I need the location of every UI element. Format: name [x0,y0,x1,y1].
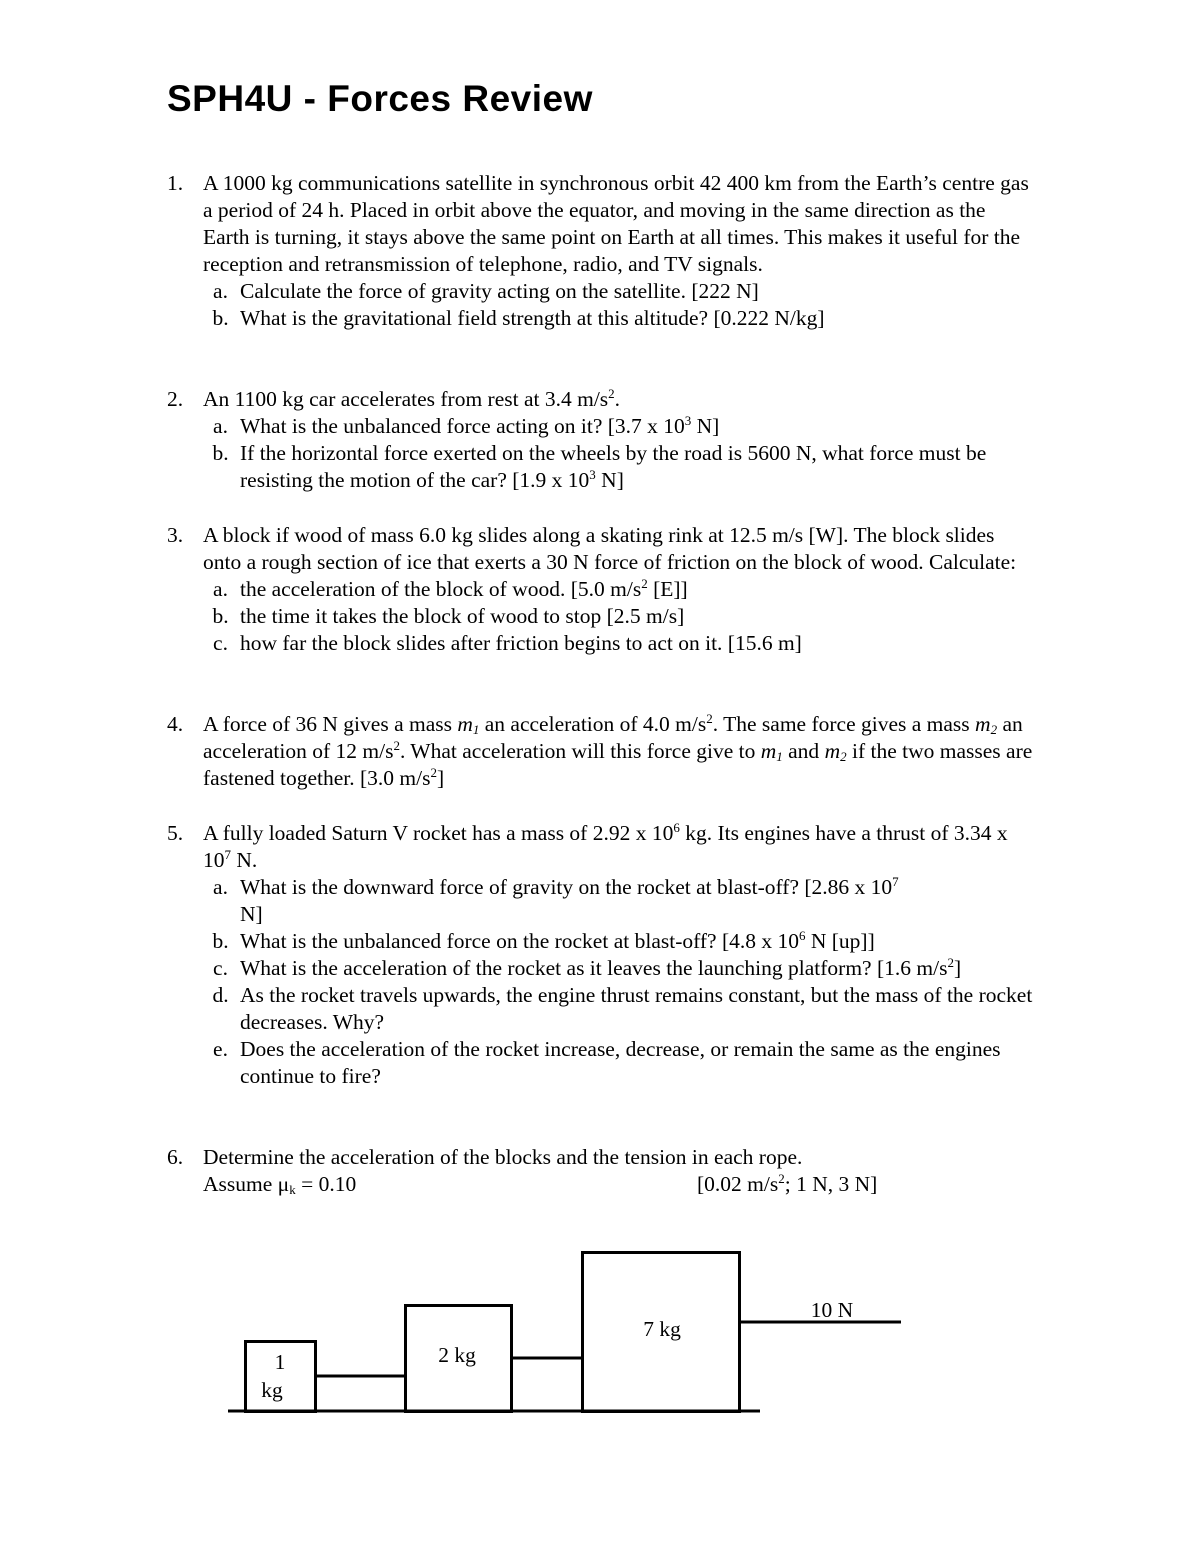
question-text: A block if wood of mass 6.0 kg slides along a skating rink at 12.5 m/s [W]. The block slides onto a rough section of ice that exerts a 30 N force of friction on the block of wood. Calculate: [203,523,1017,574]
assumption-text: Assume $\mu_k = 0.10$ [203,1172,357,1197]
sub-label: a. [213,414,228,438]
block-7kg-label: 7 kg [643,1317,681,1341]
sub-label: a. [213,875,228,899]
sub-text: What is the unbalanced force on the rocket at blast-off? [4.8 x $10^6$ N [up]] [240,928,875,953]
block-2kg-label: 2 kg [438,1343,476,1367]
block-1kg-label-line1: 1 [274,1350,286,1374]
force-label: 10 N [810,1298,854,1322]
sub-label: e. [213,1037,228,1061]
sub-text: What is the downward force of gravity on the rocket at blast-off? [2.86 x $10^7$ N] [240,874,899,926]
question-number: 6. [167,1145,184,1169]
sub-label: c. [213,631,228,655]
question-number: 5. [167,821,184,845]
sub-text: the time it takes the block of wood to stop [2.5 m/s] [240,604,685,628]
question-text: An 1100 kg car accelerates from rest at 3.4 $m/s^2$. [203,386,621,411]
sub-text: Does the acceleration of the rocket increase, decrease, or remain the same as the engines continue to fire? [240,1037,1001,1088]
sub-text: the acceleration of the block of wood. [5.0 $m/s^2$ [E]] [240,576,688,601]
sub-label: b. [212,604,229,628]
sub-text: If the horizontal force exerted on the wheels by the road is 5600 N, what force must be resisting the motion of the car? [1.9 x $10^3$ N] [240,441,987,492]
sub-text: how far the block slides after friction begins to act on it. [15.6 m] [240,631,802,655]
question-text: A fully loaded Saturn V rocket has a mass of 2.92 x $10^6$ kg. Its engines have a thrust of 3.34 x $10^7$ N. [203,820,1008,872]
sub-text: Calculate the force of gravity acting on the satellite. [222 N] [240,279,759,303]
sub-label: b. [212,441,229,465]
sub-label: a. [213,577,228,601]
question-text: Determine the acceleration of the blocks and the tension in each rope. [203,1145,803,1169]
sub-text: What is the acceleration of the rocket as it leaves the launching platform? [1.6 $m/s^2$] [240,955,962,980]
sub-label: d. [212,983,229,1007]
question-number: 4. [167,712,184,736]
question-number: 2. [167,387,184,411]
question-number: 1. [167,171,184,195]
sub-text: What is the unbalanced force acting on it? [3.7 x $10^3$ N] [240,413,720,438]
question-text: A force of 36 N gives a mass $m_1$ an acceleration of 4.0 $m/s^2$. The same force gives a mass $m_2$ an acceleration of 12 $m/s^2$. What acceleration will this force give to $m_1$ and $m_2$ if the two masses are fastened together. [3.0 $m/s^2$] [203,711,1033,790]
sub-label: c. [213,956,228,980]
sub-label: a. [213,279,228,303]
answer-text: [0.02 $m/s^2$; 1 N, 3 N] [697,1171,878,1196]
sub-label: b. [212,929,229,953]
question-text: A 1000 kg communications satellite in synchronous orbit 42 400 km from the Earth’s centre gas a period of 24 h. Placed in orbit above the equator, and moving in the same direction as the Earth is turning, it stays above the same point on Earth at all times. This makes it useful for the reception and retransmission of telephone, radio, and TV signals. [203,171,1029,276]
sub-label: b. [212,306,229,330]
block-1kg-label-line2: kg [261,1378,283,1402]
question-number: 3. [167,523,184,547]
sub-text: As the rocket travels upwards, the engine thrust remains constant, but the mass of the rocket decreases. Why? [240,983,1033,1034]
page-title: SPH4U - Forces Review [167,78,593,119]
sub-text: What is the gravitational field strength at this altitude? [0.222 N/kg] [240,306,825,330]
